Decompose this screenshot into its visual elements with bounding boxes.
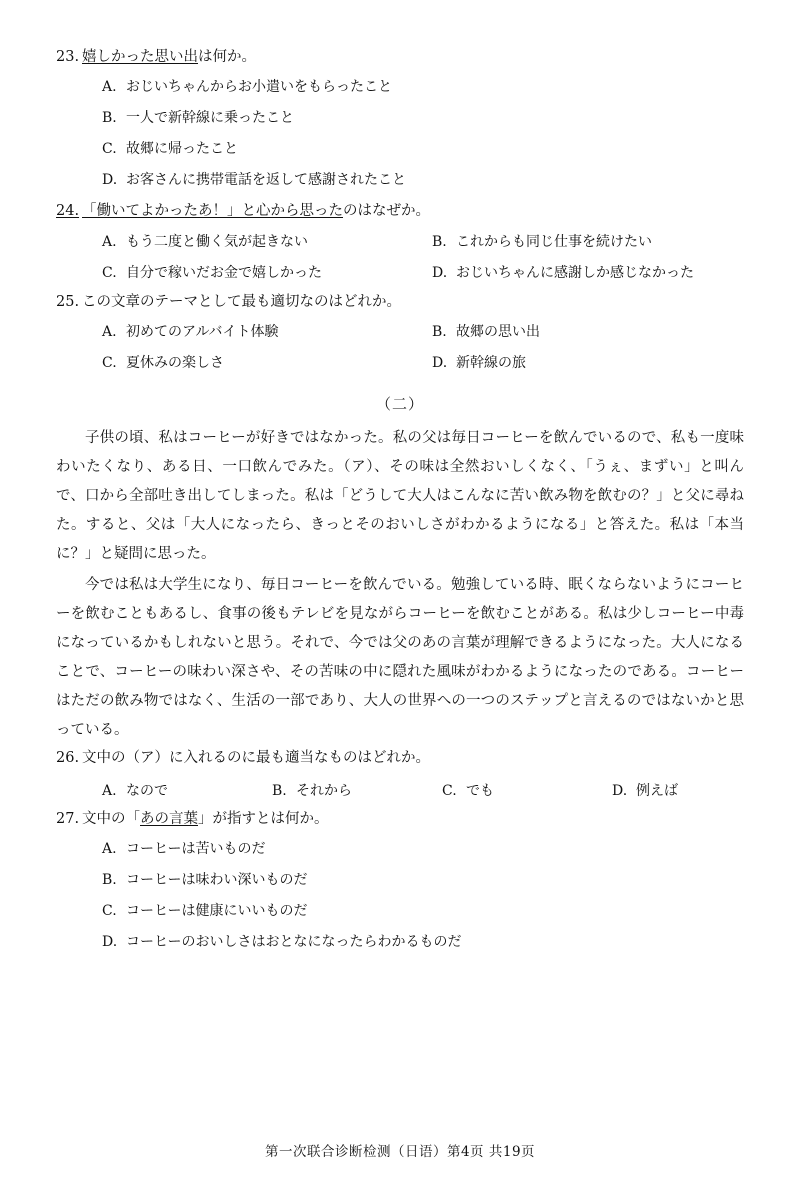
- option-row[interactable]: [102, 165, 744, 196]
- question-block-27: [56, 808, 744, 958]
- option-label: B.: [432, 324, 447, 341]
- option-text: 自分で稼いだお金で嬉しかった: [126, 264, 322, 281]
- option-label: D.: [102, 172, 118, 189]
- option-label: B.: [432, 233, 447, 250]
- option-label: A.: [102, 841, 117, 858]
- option-text: コーヒーは味わい深いものだ: [126, 872, 308, 889]
- question-number-27: 27.: [56, 810, 80, 827]
- option-text: コーヒーは健康にいいものだ: [126, 903, 308, 920]
- option-text: 故郷に帰ったこと: [126, 141, 238, 158]
- option-row[interactable]: [102, 263, 432, 284]
- question-stem-underlined-27: あの言葉: [140, 810, 198, 827]
- option-row[interactable]: [102, 103, 744, 134]
- option-text: でも: [466, 782, 494, 799]
- option-text: コーヒーは苦いものだ: [126, 841, 266, 858]
- passage-paragraph: 子供の頃、私はコーヒーが好きではなかった。私の父は毎日コーヒーを飲んでいるので、私も一度味わいたくなり、ある日、一口飲んでみた。（ア）、その味は全然おいしくなく、「うぇ、まずい」と叫んで、口から全部吐き出してしまった。私は「どうして大人はこんなに苦い飲み物を飲むの？」と父に尋ねた。すると、父は「大人になったら、きっとそのおいしさがわかるようになる」と答えた。私は「本当に？」と疑問に思った。: [56, 430, 744, 563]
- question-stem-25: [56, 291, 744, 313]
- question-block-26: [56, 747, 744, 805]
- option-text: 一人で新幹線に乗ったこと: [126, 110, 294, 127]
- option-label: C.: [442, 782, 457, 799]
- options-25: [56, 317, 744, 379]
- option-text: おじいちゃんからお小遣いをもらったこと: [126, 79, 392, 96]
- option-label: C.: [102, 141, 117, 158]
- option-text: 夏休みの楽しさ: [126, 355, 224, 372]
- question-stem-23: [56, 46, 744, 68]
- option-text: もう二度と働く気が起きない: [126, 233, 308, 250]
- option-row[interactable]: [102, 780, 272, 800]
- question-stem-27: [56, 808, 744, 830]
- option-row[interactable]: [432, 353, 744, 374]
- option-text: 初めてのアルバイト体験: [126, 324, 279, 341]
- option-label: A.: [102, 79, 117, 96]
- options-23: [56, 72, 744, 196]
- question-stem-text-26: 文中の（ア）に入れるのに最も適当なものはどれか。: [82, 750, 430, 767]
- option-label: B.: [272, 782, 287, 799]
- option-row[interactable]: [432, 232, 744, 253]
- question-block-24: [56, 200, 744, 288]
- option-label: C.: [102, 903, 117, 920]
- option-row[interactable]: [102, 865, 744, 896]
- option-label: A.: [102, 324, 117, 341]
- option-label: C.: [102, 264, 117, 281]
- question-block-23: [56, 46, 744, 196]
- option-pair: [56, 317, 744, 348]
- option-label: A.: [102, 233, 117, 250]
- question-number-26: 26.: [56, 750, 80, 767]
- option-text: 新幹線の旅: [456, 355, 526, 372]
- question-stem-text-25: この文章のテーマとして最も適切なのはどれか。: [82, 293, 401, 310]
- option-row[interactable]: [102, 896, 744, 927]
- option-row[interactable]: [102, 232, 432, 253]
- option-row[interactable]: [102, 322, 432, 343]
- passage-paragraph: 今では私は大学生になり、毎日コーヒーを飲んでいる。勉強している時、眠くならないようにコーヒーを飲むこともあるし、食事の後もテレビを見ながらコーヒーを飲むことがある。私は少しコーヒー中毒になっているかもしれないと思う。それで、今では父のあの言葉が理解できるようになった。大人になることで、コーヒーの味わい深さや、その苦味の中に隠れた風味がわかるようになったのである。コーヒーはただの飲み物ではなく、生活の一部であり、大人の世界への一つのステップと言えるのではないかと思っている。: [56, 577, 744, 739]
- option-label: D.: [432, 264, 448, 281]
- option-row[interactable]: [102, 134, 744, 165]
- options-26: [102, 774, 744, 806]
- option-row[interactable]: [432, 322, 744, 343]
- question-number-24: 24.: [56, 203, 80, 220]
- question-stem-24: [56, 200, 744, 222]
- option-text: これからも同じ仕事を続けたい: [456, 233, 652, 250]
- section-label: （二）: [375, 395, 424, 414]
- option-pair: [56, 348, 744, 379]
- option-row[interactable]: [442, 780, 612, 800]
- option-row[interactable]: [102, 72, 744, 103]
- option-text: 例えば: [636, 782, 678, 799]
- question-stem-pre-27: 文中の「: [82, 810, 140, 827]
- option-row[interactable]: [102, 834, 744, 865]
- option-text: 故郷の思い出: [456, 324, 540, 341]
- option-label: A.: [102, 782, 117, 799]
- question-stem-post-24: のはなぜか。: [343, 203, 430, 220]
- question-number-25: 25.: [56, 293, 80, 310]
- option-row[interactable]: [272, 780, 442, 800]
- option-pair: [56, 258, 744, 289]
- option-text: なので: [126, 782, 168, 799]
- option-text: お客さんに携帯電話を返して感謝されたこと: [126, 172, 406, 189]
- option-row[interactable]: [432, 263, 744, 284]
- option-label: B.: [102, 872, 117, 889]
- option-text: コーヒーのおいしさはおとなになったらわかるものだ: [126, 934, 462, 951]
- question-number-23: 23.: [56, 49, 80, 65]
- question-stem-26: [56, 747, 744, 769]
- option-text: それから: [296, 782, 352, 799]
- options-24: [56, 227, 744, 289]
- option-row[interactable]: [102, 927, 744, 958]
- option-label: C.: [102, 355, 117, 372]
- question-stem-underlined-23: 嬉しかった思い出: [82, 49, 198, 65]
- option-label: D.: [612, 782, 628, 799]
- option-row[interactable]: [102, 353, 432, 374]
- option-label: D.: [432, 355, 448, 372]
- page-footer: 第一次联合诊断检测（日语）第4页 共19页: [264, 1144, 536, 1160]
- question-stem-post-23: は何か。: [198, 49, 256, 65]
- option-text: おじいちゃんに感謝しか感じなかった: [456, 264, 694, 281]
- options-27: [56, 834, 744, 958]
- option-label: B.: [102, 110, 117, 127]
- option-row[interactable]: [612, 780, 744, 800]
- question-stem-underlined-24: 「働いてよかったあ！」と心から思った: [82, 203, 343, 220]
- option-label: D.: [102, 934, 118, 951]
- option-pair: [56, 227, 744, 258]
- question-block-25: [56, 291, 744, 379]
- question-stem-post-27: 」が指すとは何か。: [198, 810, 329, 827]
